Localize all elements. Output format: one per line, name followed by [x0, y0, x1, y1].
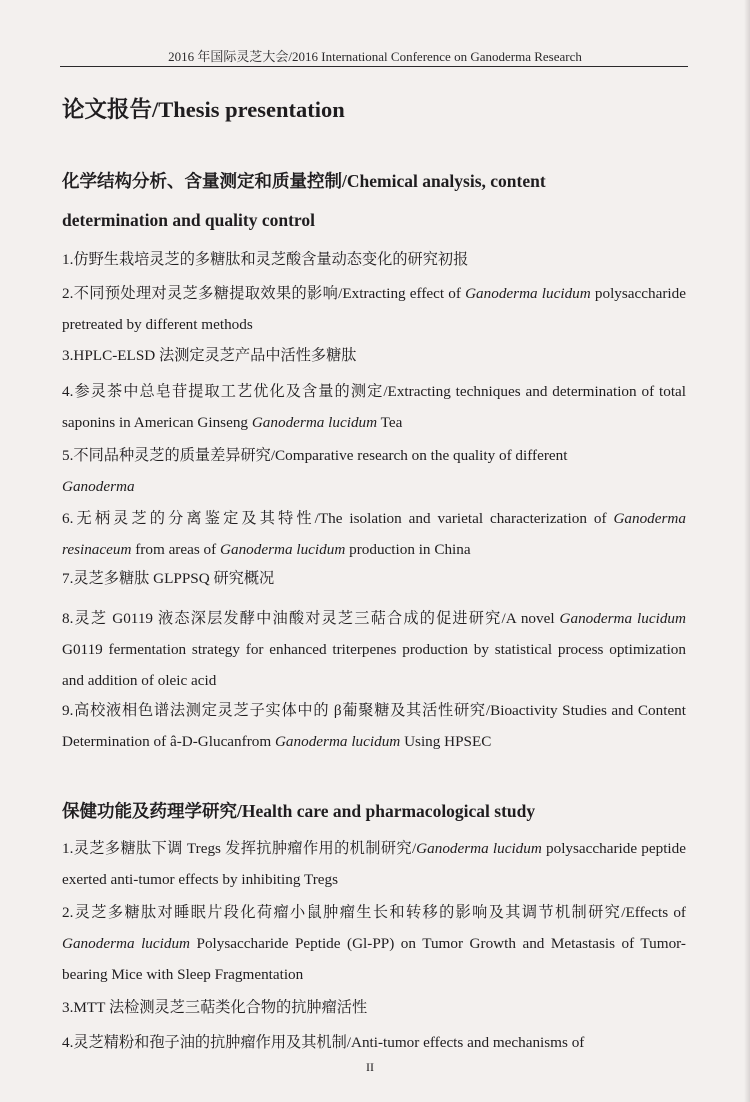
item-text: 5.不同品种灵芝的质量差异研究/Comparative research on the quality of different: [62, 447, 568, 464]
item-text: Tea: [377, 414, 403, 431]
item-text: 2.灵芝多糖肽对睡眠片段化荷瘤小鼠肿瘤生长和转移的影响及其调节机制研究/Effects of: [62, 904, 686, 921]
section-heading-chemical-line1: 化学结构分析、含量测定和质量控制/Chemical analysis, content: [62, 171, 546, 191]
page-title: 论文报告/Thesis presentation: [62, 97, 345, 122]
list-item-chem-4: [62, 376, 686, 438]
item-text: Using HPSEC: [400, 733, 492, 750]
species-name: Ganoderma lucidum: [62, 935, 190, 952]
list-item-chem-7: [62, 563, 686, 594]
list-item-chem-8: [62, 603, 686, 696]
list-item-health-4: [62, 1027, 686, 1058]
page-number: II: [366, 1060, 374, 1074]
item-text: 7.灵芝多糖肽 GLPPSQ 研究概况: [62, 570, 275, 587]
running-header: 2016 年国际灵芝大会/2016 International Conference on Ganoderma Research: [168, 49, 582, 64]
species-name: Ganoderma lucidum: [251, 414, 378, 431]
species-name: Ganoderma lucidum: [559, 610, 686, 627]
header-rule: [60, 66, 688, 67]
list-item-chem-1: [62, 244, 686, 275]
item-text: from areas of: [131, 541, 221, 558]
page-edge-shadow: [744, 0, 750, 1102]
item-text: polysaccharide peptide exerted anti-tumor effects by inhibiting Tregs: [62, 840, 686, 888]
item-text: 4.灵芝精粉和孢子油的抗肿瘤作用及其机制/Anti-tumor effects and mechanisms of: [62, 1034, 585, 1051]
species-name: Ganoderma lucidum: [220, 541, 346, 558]
list-item-health-2: [62, 897, 686, 990]
item-text: 6.无柄灵芝的分离鉴定及其特性/The isolation and varietal characterization of: [62, 510, 614, 527]
item-text: Polysaccharide Peptide (Gl-PP) on Tumor Growth and Metastasis of Tumor-bearing Mice with Sleep Fragmentation: [62, 935, 686, 983]
list-item-health-1: [62, 833, 686, 895]
species-name: Ganoderma lucidum: [465, 285, 591, 302]
list-item-chem-5: [62, 440, 686, 502]
list-item-chem-3: [62, 340, 686, 371]
item-text: 3.MTT 法检测灵芝三萜类化合物的抗肿瘤活性: [62, 999, 368, 1016]
item-text: polysaccharide pretreated by different methods: [62, 285, 686, 333]
species-name: Ganoderma resinaceum: [62, 510, 686, 558]
species-name: Ganoderma lucidum: [274, 733, 401, 750]
species-name: Ganoderma: [62, 478, 135, 495]
item-text: 3.HPLC-ELSD 法测定灵芝产品中活性多糖肽: [62, 347, 357, 364]
list-item-chem-9: [62, 695, 686, 757]
item-text: 1.灵芝多糖肽下调 Tregs 发挥抗肿瘤作用的机制研究/: [62, 840, 417, 857]
section-heading-health: 保健功能及药理学研究/Health care and pharmacological study: [62, 801, 536, 821]
item-text: 2.不同预处理对灵芝多糖提取效果的影响/Extracting effect of: [62, 285, 466, 302]
item-text: 4.参灵茶中总皂苷提取工艺优化及含量的测定/Extracting techniques and determination of total saponins in American Ginseng: [62, 383, 686, 431]
item-text: 9.高校液相色谱法测定灵芝子实体中的 β葡聚糖及其活性研究/Bioactivity Studies and Content Determination of â-D-Glucanfrom: [62, 702, 686, 750]
item-text: G0119 fermentation strategy for enhanced triterpenes production by statistical process optimization and addition of oleic acid: [62, 641, 686, 689]
section-heading-chemical-line2: determination and quality control: [62, 210, 315, 230]
item-text: production in China: [345, 541, 471, 558]
list-item-health-3: [62, 992, 686, 1023]
species-name: Ganoderma lucidum: [416, 840, 542, 857]
item-text: 1.仿野生栽培灵芝的多糖肽和灵芝酸含量动态变化的研究初报: [62, 251, 469, 268]
list-item-chem-6: [62, 503, 686, 565]
item-text: 8.灵芝 G0119 液态深层发酵中油酸对灵芝三萜合成的促进研究/A novel: [62, 610, 560, 627]
list-item-chem-2: [62, 278, 686, 340]
